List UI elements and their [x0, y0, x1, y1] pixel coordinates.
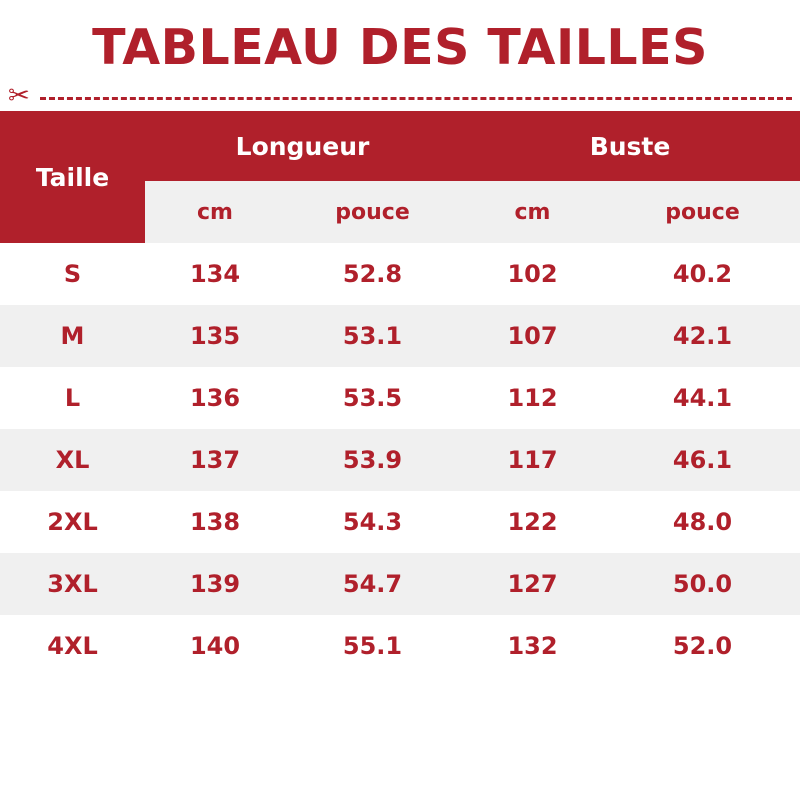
- cell-longueur-cm: 135: [145, 305, 285, 367]
- cell-buste-cm: 122: [460, 491, 605, 553]
- column-header-longueur-cm: cm: [145, 181, 285, 243]
- cell-longueur-in: 55.1: [285, 615, 460, 677]
- cell-longueur-in: 53.1: [285, 305, 460, 367]
- table-group-header-row: [0, 111, 800, 181]
- cell-longueur-cm: 137: [145, 429, 285, 491]
- cell-size: 2XL: [0, 491, 145, 553]
- cell-buste-cm: 107: [460, 305, 605, 367]
- table-row: [0, 491, 800, 553]
- cell-buste-cm: 112: [460, 367, 605, 429]
- cell-buste-in: 52.0: [605, 615, 800, 677]
- dashed-divider: [40, 97, 792, 100]
- table-row: [0, 615, 800, 677]
- cell-size: XL: [0, 429, 145, 491]
- cell-longueur-in: 53.5: [285, 367, 460, 429]
- cell-longueur-in: 53.9: [285, 429, 460, 491]
- column-header-longueur-pouce: pouce: [285, 181, 460, 243]
- table-row: [0, 553, 800, 615]
- cell-longueur-in: 52.8: [285, 243, 460, 305]
- cell-longueur-cm: 140: [145, 615, 285, 677]
- table-row: [0, 243, 800, 305]
- cell-buste-cm: 117: [460, 429, 605, 491]
- cut-line: [0, 81, 800, 112]
- cell-size: 3XL: [0, 553, 145, 615]
- column-group-longueur: Longueur: [145, 111, 460, 181]
- table-row: [0, 305, 800, 367]
- cell-buste-cm: 132: [460, 615, 605, 677]
- cell-longueur-cm: 138: [145, 491, 285, 553]
- cell-size: M: [0, 305, 145, 367]
- table-row: [0, 367, 800, 429]
- cell-buste-in: 44.1: [605, 367, 800, 429]
- cell-size: L: [0, 367, 145, 429]
- cell-buste-cm: 102: [460, 243, 605, 305]
- cell-buste-cm: 127: [460, 553, 605, 615]
- table-row: [0, 429, 800, 491]
- cell-buste-in: 50.0: [605, 553, 800, 615]
- column-header-size: Taille: [0, 111, 145, 243]
- cell-buste-in: 48.0: [605, 491, 800, 553]
- cell-longueur-cm: 134: [145, 243, 285, 305]
- cell-longueur-cm: 136: [145, 367, 285, 429]
- scissors-icon: ✂: [8, 81, 30, 112]
- cell-size: S: [0, 243, 145, 305]
- cell-size: 4XL: [0, 615, 145, 677]
- column-group-buste: Buste: [460, 111, 800, 181]
- column-header-buste-cm: cm: [460, 181, 605, 243]
- cell-buste-in: 42.1: [605, 305, 800, 367]
- column-header-buste-pouce: pouce: [605, 181, 800, 243]
- cell-longueur-in: 54.7: [285, 553, 460, 615]
- cell-buste-in: 46.1: [605, 429, 800, 491]
- size-chart-table: [0, 111, 800, 677]
- cell-buste-in: 40.2: [605, 243, 800, 305]
- cell-longueur-in: 54.3: [285, 491, 460, 553]
- cell-longueur-cm: 139: [145, 553, 285, 615]
- page-title: TABLEAU DES TAILLES: [92, 19, 708, 76]
